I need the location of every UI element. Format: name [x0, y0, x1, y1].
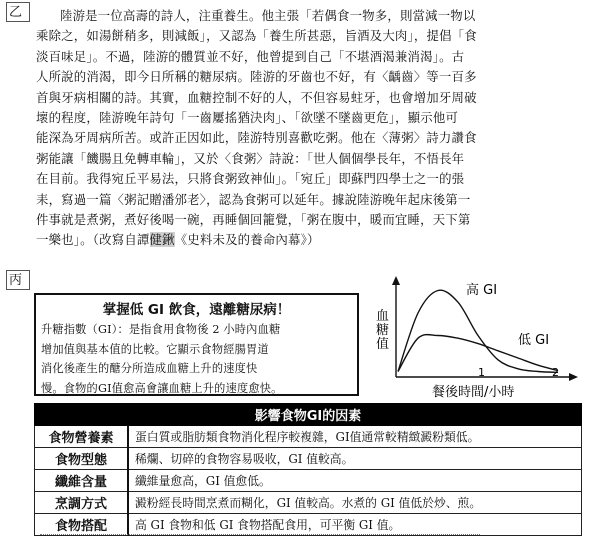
paragraph-line: 粥能讓「饑腸且免轉車輪」，又於〈食粥〉詩說：「世人個個學長年，不悟長年 [36, 150, 465, 166]
table-row [35, 470, 582, 492]
x-tick-1: 1 [478, 366, 485, 379]
row-key: 食物搭配 [35, 514, 129, 536]
last-line-after: 《史料未及的養命內幕》） [174, 232, 320, 248]
paragraph-line: 在目前。我得宛丘平易法，只將食粥致神仙」。「宛丘」即蘇門四學士之一的張 [36, 171, 465, 187]
gi-box-title: 掌握低 GI 飲食，遠離糖尿病！ [102, 302, 291, 318]
paragraph-line: 能深為牙周病所苦。或許正因如此，陸游特別喜歡吃粥。他在〈薄粥〉詩力讚食 [36, 130, 477, 146]
paragraph-line: 陸游是一位高壽的詩人，注重養生。他主張「若偶食一物多，則當減一物以 [60, 8, 476, 23]
x-axis-arrow [569, 373, 578, 381]
table-row [35, 514, 582, 536]
row-key: 食物營養素 [35, 426, 129, 448]
row-key: 纖維含量 [35, 470, 129, 492]
row-value: 稀爛、切碎的食物容易吸收，GI 值較高。 [128, 448, 582, 470]
x-axis-label: 餐後時間/小時 [432, 385, 515, 400]
x-tick-2: 2 [552, 366, 559, 379]
y-axis-label-1: 血 [376, 309, 390, 324]
paragraph-line: 人所說的消渴，即今日所稱的糖尿病。陸游的牙齒也不好，有〈齲齒〉等一百多 [36, 69, 477, 85]
high-gi-curve [398, 290, 558, 372]
paragraph-line: 乘除之，如湯餅稍多，則減飯」，又認為「養生所甚惡，旨酒及大肉」，提倡「食 [36, 28, 477, 44]
table-row [35, 426, 582, 448]
low-gi-label: 低 GI [518, 333, 550, 348]
paragraph-line: 首與牙病相關的詩。其實，血糖控制不好的人，不但容易蛀牙，也會增加牙周破 [36, 89, 477, 105]
cut-off-next-line [40, 534, 480, 540]
row-value: 纖維量愈高，GI 值愈低。 [128, 470, 582, 492]
y-axis-label-3: 值 [376, 337, 390, 352]
row-value: 澱粉經長時間烹煮而糊化，GI 值較高。水煮的 GI 值低於炒、煎。 [128, 492, 582, 514]
row-key: 食物型態 [35, 448, 129, 470]
gi-factors-table [34, 403, 582, 536]
y-axis-arrow [392, 276, 400, 285]
paragraph-line: 淡百味足」。不過，陸游的體質並不好，他曾提到自己「不堪酒渴兼消渴」。古 [36, 48, 465, 64]
gi-box-line: 慢。食物的GI值愈高會讓血糖上升的速度愈快。 [41, 381, 283, 395]
row-key: 烹調方式 [35, 492, 129, 514]
gi-box-line: 增加值與基本值的比較。它顯示食物經腸胃道 [41, 342, 269, 356]
last-line-before: 一樂也」。（改寫自譚 [36, 232, 150, 248]
table-row [35, 448, 582, 470]
y-axis-label-2: 糖 [376, 323, 390, 338]
section-label-bing: 丙 [6, 270, 30, 290]
row-value: 蛋白質或脂肪類食物消化程序較複雜，GI值通常較精緻澱粉類低。 [128, 426, 582, 448]
table-header: 影響食物GI的因素 [35, 404, 582, 426]
paragraph-line: 耒，寫過一篇〈粥記贈潘邠老〉，認為食粥可以延年。據說陸游晚年起床後第一 [36, 191, 471, 207]
gi-info-box [34, 293, 359, 396]
gi-box-line: 消化後產生的醣分所造成血糖上升的速度快 [41, 362, 258, 375]
table-row [35, 492, 582, 514]
paragraph-last-line [36, 230, 592, 250]
gi-box-line: 升糖指數（GI）：是指食用食物後 2 小時內血糖 [41, 323, 281, 336]
gi-box-body [41, 320, 352, 398]
high-gi-label: 高 GI [466, 283, 498, 298]
highlighted-author-text: 健鍬 [149, 232, 175, 248]
paragraph-line: 件事就是煮粥，煮好後喝一碗，再睡個回籠覺，「粥在腹中，暖而宜睡，天下第 [36, 212, 471, 228]
article-paragraph [36, 6, 592, 251]
paragraph-line: 壞的程度，陸游晚年詩句「一齒屢搖猶決肉」、「欲墜不墜齒更危」，顯示他可 [36, 110, 459, 126]
gi-curve-chart [362, 272, 580, 402]
row-value: 高 GI 食物和低 GI 食物搭配食用，可平衡 GI 值。 [128, 514, 582, 536]
section-label-yi: 乙 [6, 2, 30, 22]
